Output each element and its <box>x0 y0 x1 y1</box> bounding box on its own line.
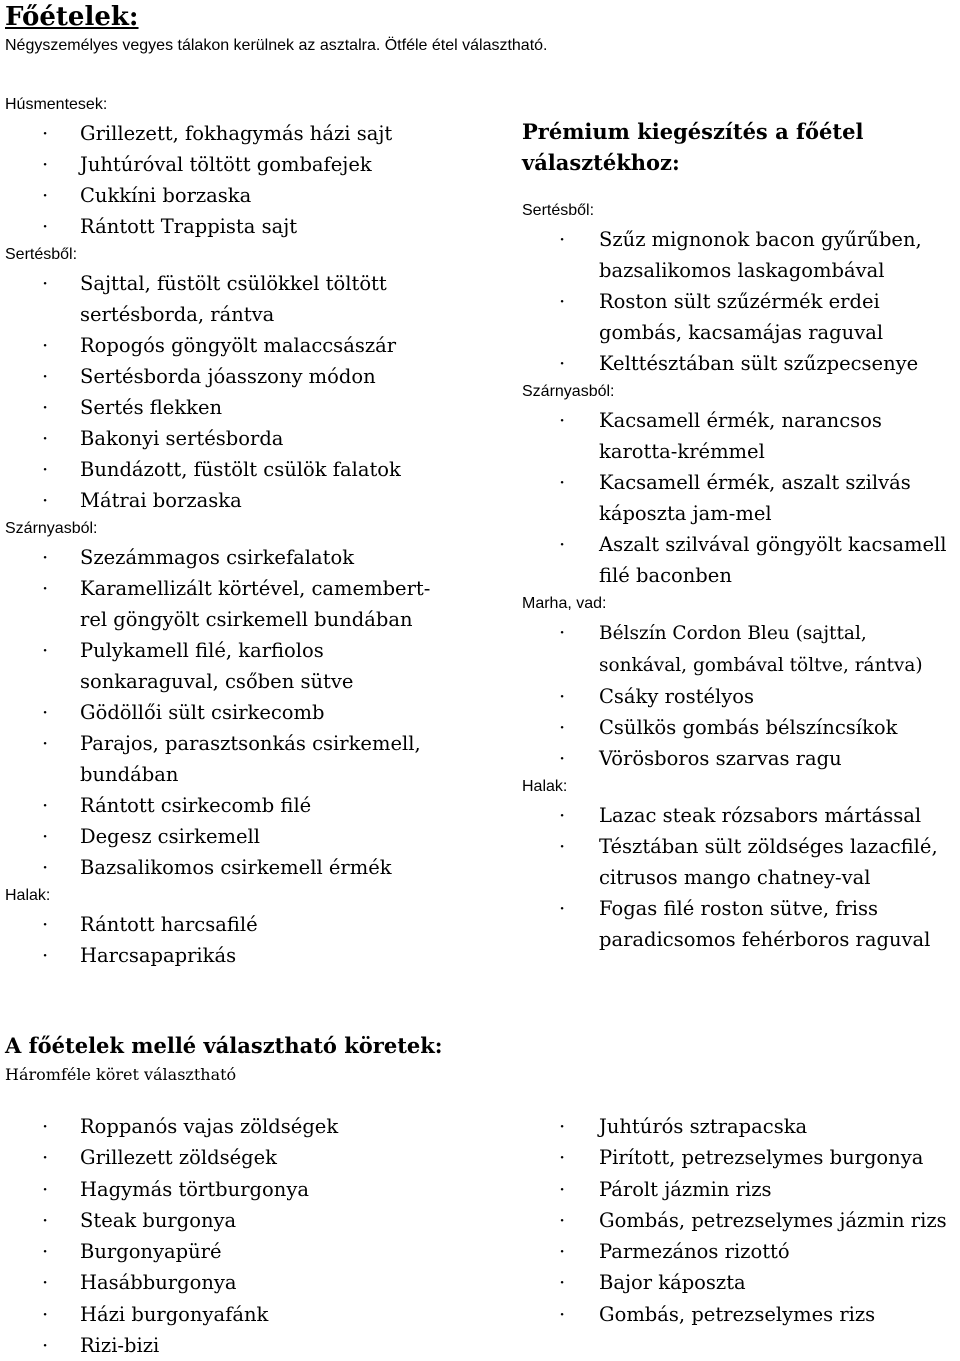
menu-item-label: Kacsamell érmék, aszalt szilvás káposzta jam-mel <box>599 471 911 525</box>
side-dish-label: Roppanós vajas zöldségek <box>80 1115 339 1138</box>
bullet-icon: · <box>42 122 49 145</box>
side-dish-item <box>522 1111 960 1142</box>
bullet-icon: · <box>559 685 566 708</box>
page-subtitle: Négyszemélyes vegyes tálakon kerülnek az asztalra. Ötféle étel választható. <box>5 37 548 54</box>
menu-item <box>522 286 960 348</box>
menu-item-label: Karamellizált körtével, camembert- rel göngyölt csirkemell bundában <box>80 577 431 631</box>
side-dish-label: Gombás, petrezselymes rizs <box>599 1302 876 1326</box>
side-dish-label: Steak burgonya <box>80 1208 237 1232</box>
menu-item <box>5 940 455 971</box>
bullet-icon: · <box>42 153 49 176</box>
side-dish-item <box>5 1236 505 1267</box>
bullet-icon: · <box>42 825 49 848</box>
sides-right-list <box>522 1111 960 1330</box>
side-dish-label: Burgonyapüré <box>80 1240 222 1264</box>
bullet-icon: · <box>559 1271 566 1295</box>
menu-item-label: Vörösboros szarvas ragu <box>599 747 842 770</box>
side-dish-item <box>5 1142 505 1173</box>
bullet-icon: · <box>42 1271 49 1295</box>
main-dishes-column <box>5 92 455 971</box>
bullet-icon: · <box>42 184 49 207</box>
menu-item-label: Cukkíni borzaska <box>80 184 252 207</box>
category-label: Húsmentesek: <box>5 96 108 113</box>
menu-item <box>522 681 960 712</box>
menu-item-label: Sertés flekken <box>80 396 223 419</box>
menu-item-label: Rántott Trappista sajt <box>80 215 298 238</box>
category-label: Szárnyasból: <box>5 520 98 537</box>
menu-item <box>5 909 455 940</box>
bullet-icon: · <box>42 215 49 238</box>
side-dish-item <box>522 1236 960 1267</box>
menu-item-label: Parajos, parasztsonkás csirkemell, bundában <box>80 732 421 786</box>
menu-item <box>522 893 960 955</box>
side-dish-label: Gombás, petrezselymes jázmin rizs <box>599 1208 947 1232</box>
menu-item-label: Mátrai borzaska <box>80 489 242 512</box>
bullet-icon: · <box>559 716 566 739</box>
side-dish-item <box>5 1330 505 1361</box>
menu-item <box>5 728 455 790</box>
menu-item <box>5 852 455 883</box>
menu-item <box>5 821 455 852</box>
menu-item-label: Szezámmagos csirkefalatok <box>80 546 355 569</box>
menu-item-label: Ropogós göngyölt malaccsászár <box>80 334 397 357</box>
menu-item-label: Szűz mignonok bacon gyűrűben, bazsalikomos laskagombával <box>599 228 922 282</box>
side-dish-label: Párolt jázmin rizs <box>599 1177 772 1201</box>
bullet-icon: · <box>559 352 566 375</box>
bullet-icon: · <box>559 1240 566 1264</box>
side-dish-label: Házi burgonyafánk <box>80 1302 269 1326</box>
menu-item-label: Lazac steak rózsabors mártással <box>599 804 922 827</box>
bullet-icon: · <box>42 272 49 295</box>
menu-item <box>522 712 960 743</box>
side-dish-item <box>5 1174 505 1205</box>
menu-item-label: Fogas filé roston sütve, friss paradicsomos fehérboros raguval <box>599 897 931 951</box>
bullet-icon: · <box>559 621 566 644</box>
bullet-icon: · <box>42 913 49 936</box>
menu-item <box>5 423 455 454</box>
menu-item <box>5 790 455 821</box>
bullet-icon: · <box>42 489 49 512</box>
menu-item <box>5 697 455 728</box>
menu-item <box>522 348 960 379</box>
bullet-icon: · <box>559 533 566 556</box>
menu-item <box>522 743 960 774</box>
bullet-icon: · <box>559 897 566 920</box>
sides-left-list <box>5 1111 505 1361</box>
menu-item-label: Tésztában sült zöldséges lazacfilé, citrusos mango chatney-val <box>599 835 938 889</box>
bullet-icon: · <box>42 1146 49 1170</box>
menu-item-label: Pulykamell filé, karfiolos sonkaraguval, csőben sütve <box>80 639 354 693</box>
menu-item <box>5 149 455 180</box>
side-dish-item <box>5 1111 505 1142</box>
menu-item <box>5 454 455 485</box>
page-title: Főételek: <box>5 2 139 32</box>
category-label: Szárnyasból: <box>522 383 615 400</box>
bullet-icon: · <box>42 1177 49 1201</box>
menu-item <box>5 268 455 330</box>
side-dish-item <box>522 1205 960 1236</box>
menu-item-label: Roston sült szűzérmék erdei gombás, kacsamájas raguval <box>599 290 884 344</box>
bullet-icon: · <box>42 1115 49 1138</box>
menu-item <box>5 361 455 392</box>
menu-item-label: Rántott harcsafilé <box>80 913 258 936</box>
bullet-icon: · <box>559 1146 566 1170</box>
bullet-icon: · <box>559 471 566 494</box>
menu-item-label: Csülkös gombás bélszíncsíkok <box>599 716 898 739</box>
menu-item <box>522 224 960 286</box>
bullet-icon: · <box>42 334 49 357</box>
sides-subtitle: Háromféle köret választható <box>5 1065 237 1084</box>
bullet-icon: · <box>42 856 49 879</box>
menu-item-label: Sajttal, füstölt csülökkel töltött sertésborda, rántva <box>80 272 387 326</box>
sides-title: A főételek mellé választható köretek: <box>5 1033 443 1058</box>
bullet-icon: · <box>559 409 566 432</box>
side-dish-item <box>5 1267 505 1298</box>
menu-item <box>5 542 455 573</box>
premium-title: Prémium kiegészítés a főétel választékhoz: <box>522 119 864 175</box>
menu-item <box>522 617 960 681</box>
menu-item <box>5 330 455 361</box>
bullet-icon: · <box>42 701 49 724</box>
bullet-icon: · <box>42 546 49 569</box>
menu-item-label: Bélszín Cordon Bleu (sajttal, sonkával, gombával töltve, rántva) <box>599 623 923 676</box>
menu-item-label: Degesz csirkemell <box>80 825 261 848</box>
side-dish-item <box>522 1267 960 1298</box>
menu-item-label: Gödöllői sült csirkecomb <box>80 701 325 724</box>
menu-item <box>522 405 960 467</box>
category-label: Halak: <box>522 778 568 795</box>
bullet-icon: · <box>559 290 566 313</box>
side-dish-label: Juhtúrós sztrapacska <box>599 1115 808 1138</box>
menu-item <box>522 529 960 591</box>
bullet-icon: · <box>559 804 566 827</box>
bullet-icon: · <box>42 1334 49 1358</box>
side-dish-label: Hasábburgonya <box>80 1271 237 1295</box>
bullet-icon: · <box>559 747 566 770</box>
menu-item <box>5 180 455 211</box>
category-label: Marha, vad: <box>522 595 607 612</box>
bullet-icon: · <box>42 1208 49 1232</box>
menu-item-label: Bakonyi sertésborda <box>80 427 284 450</box>
category-label: Halak: <box>5 887 51 904</box>
bullet-icon: · <box>42 1240 49 1264</box>
bullet-icon: · <box>42 732 49 755</box>
side-dish-label: Grillezett zöldségek <box>80 1146 277 1170</box>
menu-item <box>5 485 455 516</box>
category-label: Sertésből: <box>522 202 595 219</box>
menu-item-label: Bundázott, füstölt csülök falatok <box>80 458 401 481</box>
menu-item-label: Juhtúróval töltött gombafejek <box>80 153 372 176</box>
menu-item-label: Bazsalikomos csirkemell érmék <box>80 856 392 879</box>
side-dish-item <box>522 1174 960 1205</box>
premium-dishes-column <box>522 116 960 955</box>
menu-item-label: Harcsapaprikás <box>80 944 237 967</box>
bullet-icon: · <box>42 944 49 967</box>
side-dish-item <box>5 1205 505 1236</box>
bullet-icon: · <box>42 396 49 419</box>
side-dish-label: Parmezános rizottó <box>599 1240 790 1264</box>
side-dish-item <box>522 1142 960 1173</box>
bullet-icon: · <box>559 228 566 251</box>
menu-item <box>5 118 455 149</box>
menu-item-label: Kelttésztában sült szűzpecsenye <box>599 352 919 375</box>
side-dish-label: Rizi-bizi <box>80 1334 160 1358</box>
category-label: Sertésből: <box>5 246 78 263</box>
menu-item-label: Sertésborda jóasszony módon <box>80 365 376 388</box>
menu-item-label: Grillezett, fokhagymás házi sajt <box>80 122 393 145</box>
side-dish-label: Hagymás törtburgonya <box>80 1177 309 1201</box>
menu-item-label: Csáky rostélyos <box>599 685 755 708</box>
menu-item <box>5 635 455 697</box>
menu-item <box>522 467 960 529</box>
bullet-icon: · <box>42 639 49 662</box>
side-dish-label: Pirított, petrezselymes burgonya <box>599 1146 924 1170</box>
menu-item-label: Aszalt szilvával göngyölt kacsamell filé baconben <box>599 533 947 587</box>
bullet-icon: · <box>559 1177 566 1201</box>
side-dish-item <box>522 1299 960 1330</box>
menu-item-label: Rántott csirkecomb filé <box>80 794 312 817</box>
bullet-icon: · <box>559 1208 566 1232</box>
bullet-icon: · <box>42 458 49 481</box>
bullet-icon: · <box>42 577 49 600</box>
menu-item <box>522 800 960 831</box>
bullet-icon: · <box>42 1302 49 1326</box>
bullet-icon: · <box>42 365 49 388</box>
menu-item <box>5 573 455 635</box>
bullet-icon: · <box>559 1115 566 1138</box>
bullet-icon: · <box>42 427 49 450</box>
side-dish-item <box>5 1299 505 1330</box>
bullet-icon: · <box>559 835 566 858</box>
premium-sections <box>522 198 960 955</box>
side-dish-label: Bajor káposzta <box>599 1271 746 1295</box>
menu-item <box>5 211 455 242</box>
bullet-icon: · <box>559 1302 566 1326</box>
menu-item-label: Kacsamell érmék, narancsos karotta-krémmel <box>599 409 882 463</box>
menu-item <box>5 392 455 423</box>
menu-item <box>522 831 960 893</box>
bullet-icon: · <box>42 794 49 817</box>
